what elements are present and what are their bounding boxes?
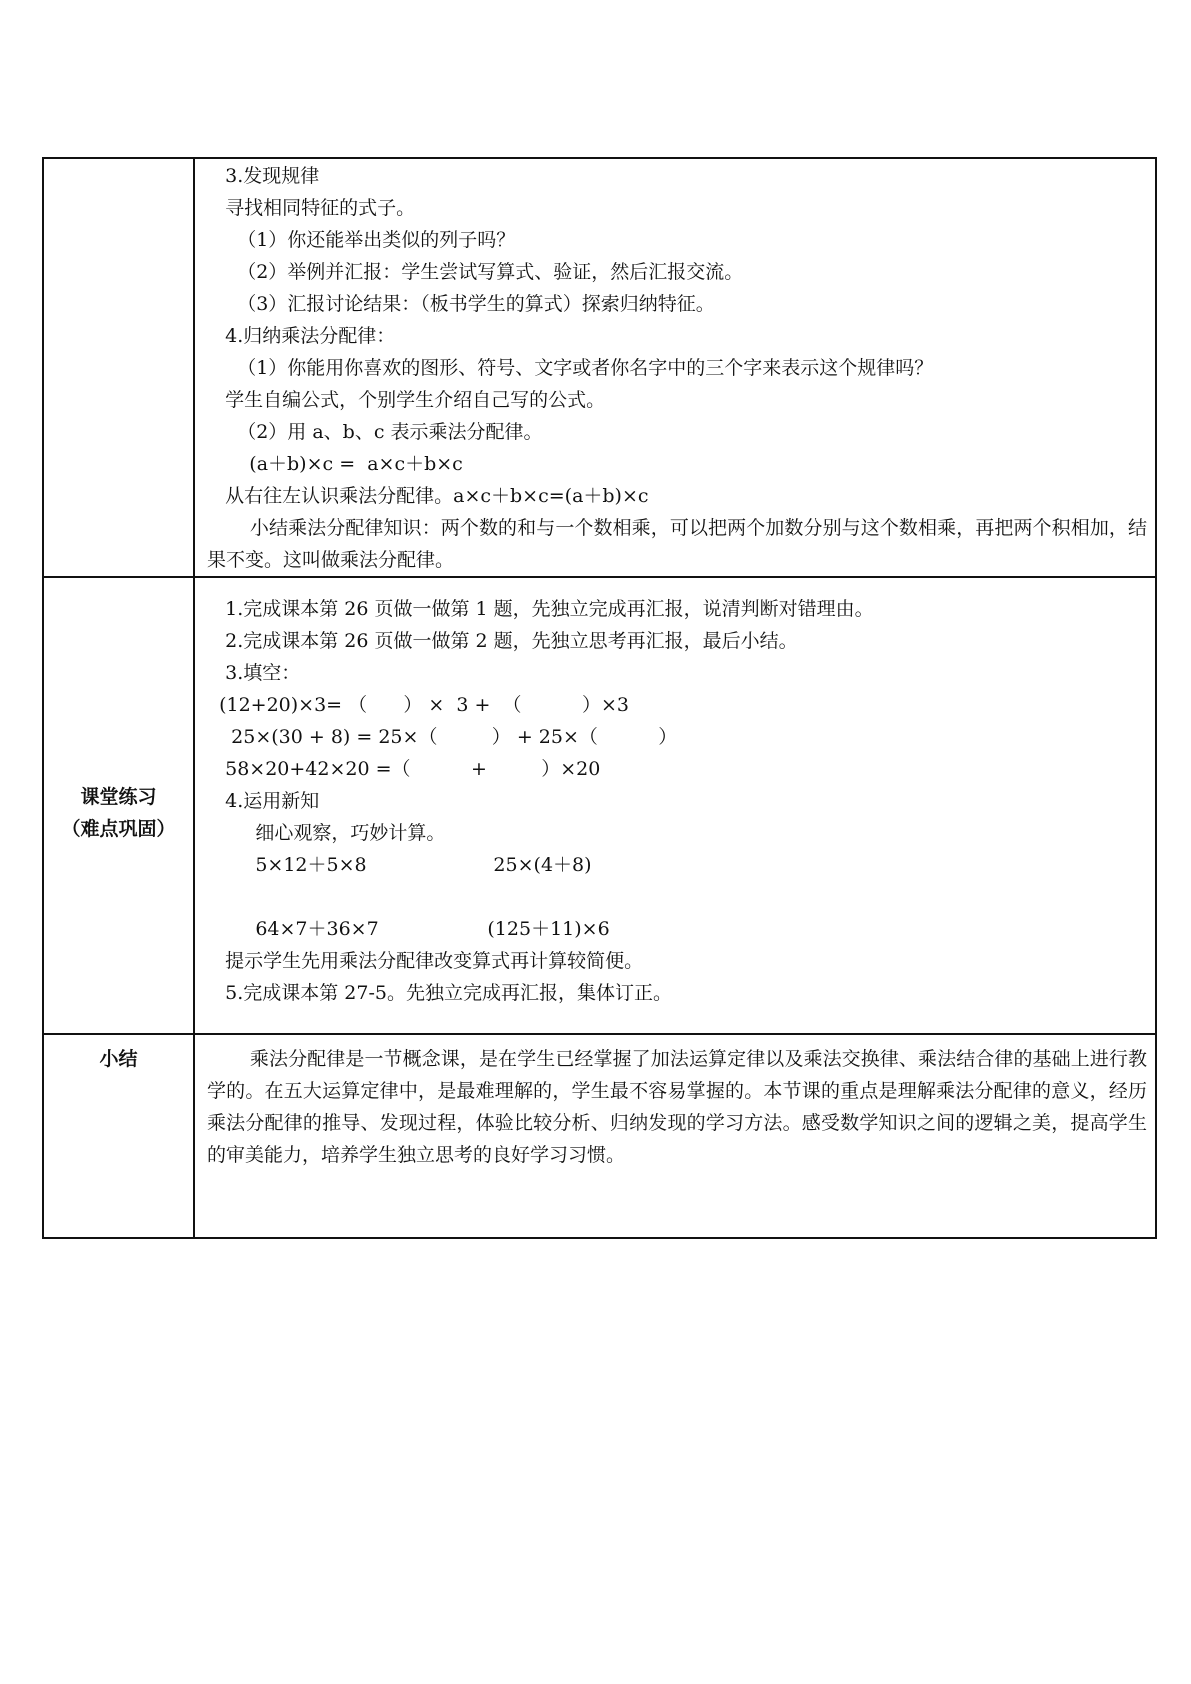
text-line: （1）你能用你喜欢的图形、符号、文字或者你名字中的三个字来表示这个规律吗？	[207, 357, 934, 379]
text-line: 4.运用新知	[207, 790, 320, 812]
practice-label: 课堂练习	[80, 786, 157, 808]
practice-sublabel: （难点巩固）	[61, 818, 176, 840]
text-line: 寻找相同特征的式子。	[207, 197, 416, 219]
text-line: （3）汇报讨论结果：（板书学生的算式）探索归纳特征。	[207, 293, 715, 315]
text-line: 从右往左认识乘法分配律。a×c＋b×c=(a＋b)×c	[207, 485, 649, 507]
content-cell-summary	[194, 1034, 1156, 1238]
table-row	[43, 577, 1156, 1034]
summary-paragraph: 乘法分配律是一节概念课，是在学生已经掌握了加法运算定律以及乘法交换律、乘法结合律的基础上进行教学的。在五大运算定律中，是最难理解的，学生最不容易掌握的。本节课的重点是理解乘法分配律的意义，经历乘法分配律的推导、发现过程，体验比较分析、归纳发现的学习方法。感受数学知识之间的逻辑之美，提高学生的审美能力，培养学生独立思考的良好学习习惯。	[207, 1048, 1147, 1166]
lesson-plan-table	[42, 157, 1157, 1239]
text-line: 细心观察，巧妙计算。	[207, 822, 446, 844]
left-cell-empty	[43, 158, 194, 577]
exercise-line: 5×12＋5×8 25×(4＋8)	[207, 854, 592, 876]
text-line: 3.发现规律	[207, 165, 320, 187]
text-line: （1）你还能举出类似的列子吗？	[207, 229, 516, 251]
text-line: (a＋b)×c = a×c＋b×c	[207, 453, 463, 475]
label-cell-summary	[43, 1034, 194, 1238]
text-line: 学生自编公式，个别学生介绍自己写的公式。	[207, 389, 606, 411]
fill-blank-line: 25×(30 + 8) = 25×（ ） + 25×（ ）	[207, 726, 678, 748]
blank-line	[207, 881, 1147, 913]
text-line: 1.完成课本第 26 页做一做第 1 题，先独立完成再汇报，说清判断对错理由。	[207, 598, 874, 620]
text-line: 提示学生先用乘法分配律改变算式再计算较简便。	[207, 950, 644, 972]
text-line: 3.填空：	[207, 662, 301, 684]
text-line: 5.完成课本第 27-5。先独立完成再汇报，集体订正。	[207, 982, 672, 1004]
table-row	[43, 158, 1156, 577]
fill-blank-line: 58×20+42×20 =（ + ）×20	[207, 758, 601, 780]
summary-label: 小结	[99, 1048, 138, 1070]
table-row	[43, 1034, 1156, 1238]
text-line: 2.完成课本第 26 页做一做第 2 题，先独立思考再汇报，最后小结。	[207, 630, 798, 652]
text-line: （2）用 a、b、c 表示乘法分配律。	[207, 421, 543, 443]
text-line: 4.归纳乘法分配律：	[207, 325, 396, 347]
exercise-line: 64×7＋36×7 (125＋11)×6	[207, 918, 610, 940]
content-cell-practice	[194, 577, 1156, 1034]
fill-blank-line: (12+20)×3= （ ） × 3 + （ ）×3	[207, 694, 629, 716]
content-cell-discovery	[194, 158, 1156, 577]
summary-paragraph: 小结乘法分配律知识：两个数的和与一个数相乘，可以把两个加数分别与这个数相乘，再把两个积相加，结果不变。这叫做乘法分配律。	[207, 517, 1147, 571]
label-cell-practice	[43, 577, 194, 1034]
text-line: （2）举例并汇报：学生尝试写算式、验证，然后汇报交流。	[207, 261, 744, 283]
